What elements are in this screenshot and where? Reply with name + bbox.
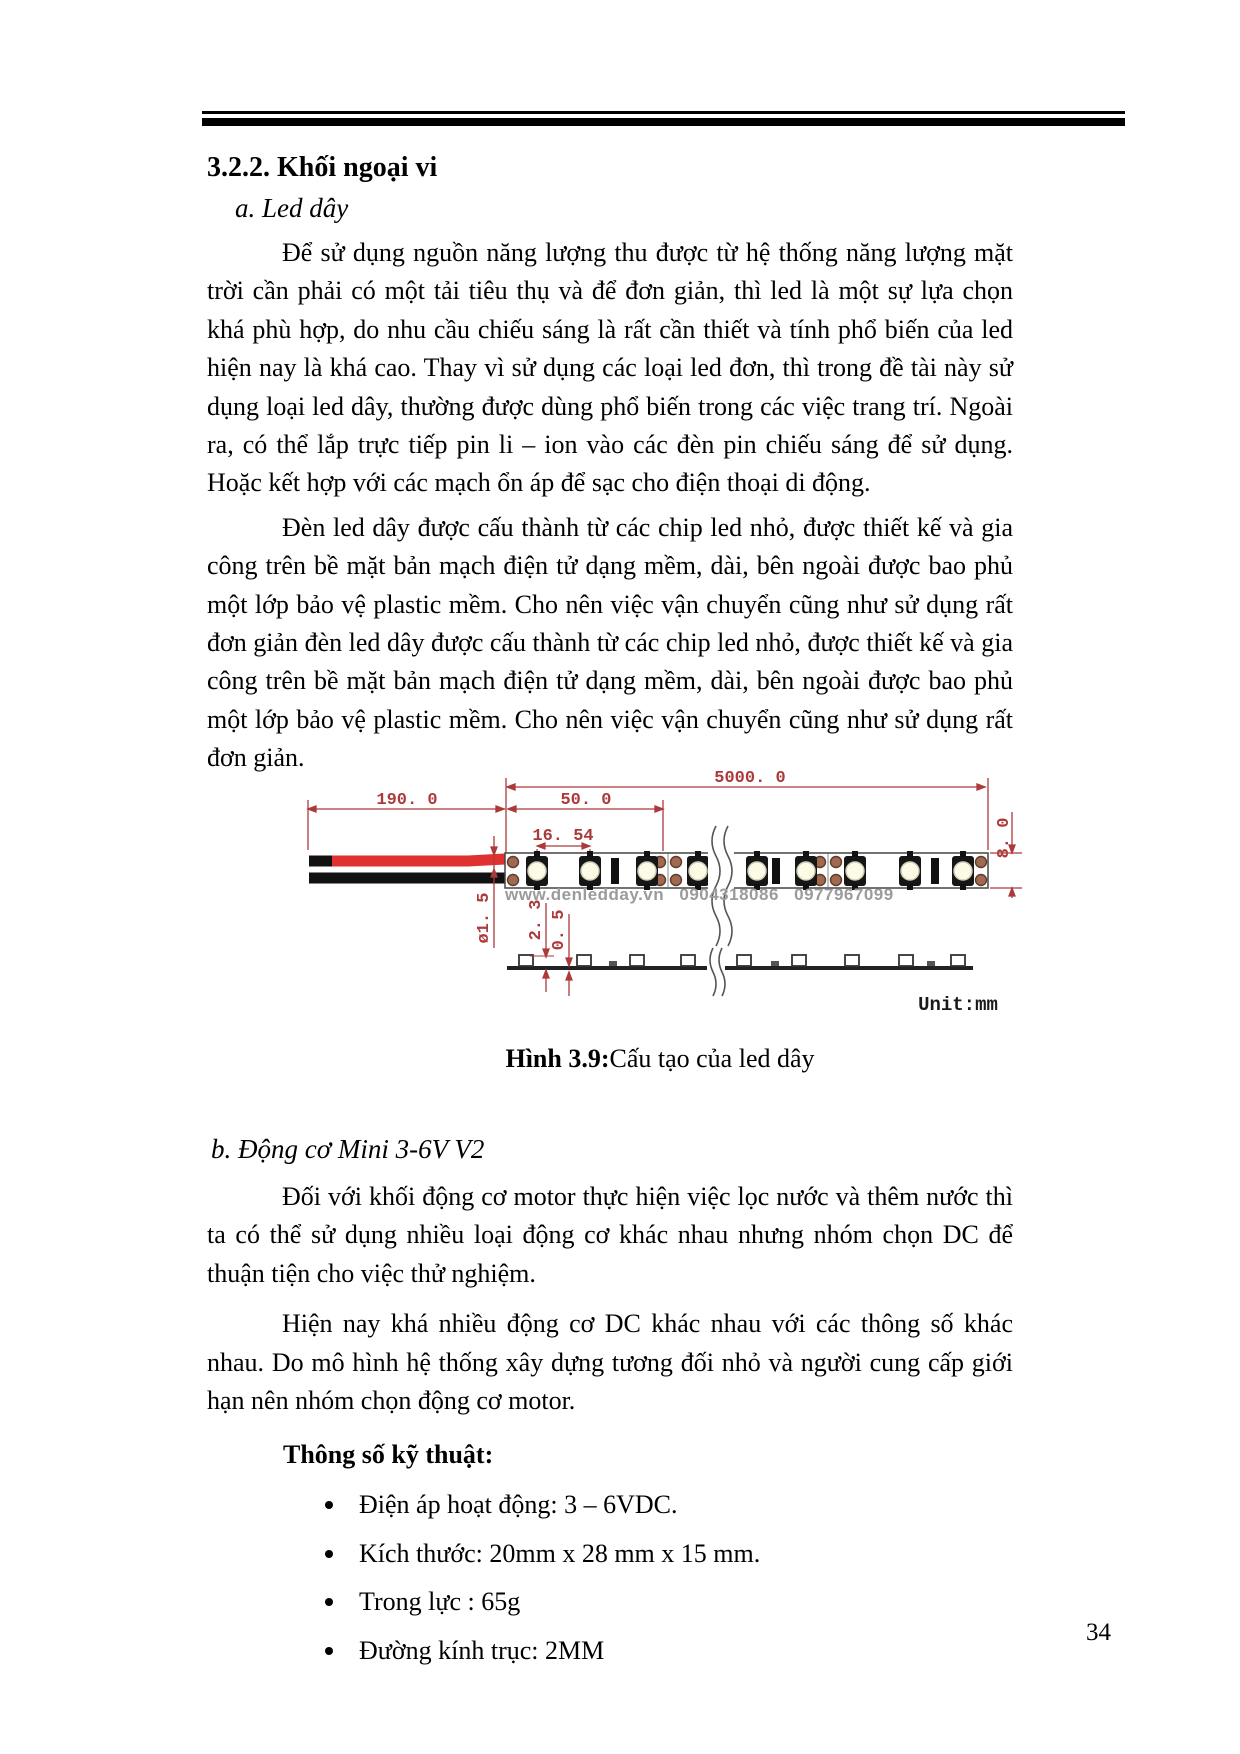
specs-heading: Thông số kỹ thuật: — [283, 1440, 494, 1470]
subsection-b-title: b. Động cơ Mini 3-6V V2 — [211, 1134, 485, 1164]
header-rule-thick — [202, 118, 1125, 126]
dim-label-23: 2. 3 — [527, 899, 546, 941]
header-rule — [202, 111, 1125, 126]
page-number: 34 — [1086, 1619, 1111, 1646]
unit-label: Unit:mm — [918, 994, 998, 1016]
figure-caption — [240, 1042, 1080, 1076]
specs-list — [207, 1486, 1013, 1670]
spec-item-shaft: Đường kính trục: 2MM — [207, 1632, 1013, 1670]
paragraph-a2: Đèn led dây được cấu thành từ các chip led nhỏ, được thiết kế và gia công trên bề mặt bản mạch điện tử dạng mềm, dài, bên ngoài được bao phủ một lớp bảo vệ plastic mềm. Cho nên việc vận chuyển cũng như sử dụng rất đơn giản đèn led dây được cấu thành từ các chip led nhỏ, được thiết kế và gia công trên bề mặt bản mạch điện tử dạng mềm, dài, bên ngoài được bao phủ một lớp bảo vệ plastic mềm. Cho nên việc vận chuyển cũng như sử dụng rất đơn giản. — [207, 512, 1013, 773]
spec-item-weight: Trong lực : 65g — [207, 1583, 1013, 1621]
dim-pcb-thickness — [550, 910, 572, 996]
header-rule-thin — [202, 111, 1125, 114]
dim-label-05: 0. 5 — [550, 909, 569, 951]
dim-label-190: 190. 0 — [376, 791, 438, 810]
figure-caption-text: Cấu tạo của led dây — [609, 1044, 815, 1073]
paragraph-b2: Hiện nay khá nhiều động cơ DC khác nhau với các thông số khác nhau. Do mô hình hệ thống xây dựng tương đối nhỏ và người cung cấp giới hạn nên nhóm chọn động cơ motor. — [207, 1309, 1013, 1416]
section-heading: 3.2.2. Khối ngoại vi — [207, 152, 438, 183]
dim-label-5000: 5000. 0 — [714, 769, 786, 788]
dim-label-50: 50. 0 — [560, 791, 612, 810]
figure-caption-label: Hình 3.9: — [505, 1044, 610, 1073]
break-mark-side — [707, 948, 725, 996]
dim-strip-width — [990, 812, 1022, 898]
led-strip-figure — [280, 750, 1030, 1020]
paragraph-b1: Đối với khối động cơ motor thực hiện việc lọc nước và thêm nước thì ta có thể sử dụng nhiều loại động cơ khác nhau nhưng nhóm chọn DC để thuận tiện cho việc thử nghiệm. — [207, 1182, 1013, 1288]
paragraph-a1: Để sử dụng nguồn năng lượng thu được từ hệ thống năng lượng mặt trời cần phải có một tải tiêu thụ và để đơn giản, thì led là một sự lựa chọn khá phù hợp, do nhu cầu chiếu sáng là rất cần thiết và tính phổ biến của led hiện nay là khá cao. Thay vì sử dụng các loại led đơn, thì trong đề tài này sử dụng loại led dây, thường được dùng phổ biến trong các việc trang trí. Ngoài ra, có thể lắp trực tiếp pin li – ion vào các đèn pin chiếu sáng để sử dụng. Hoặc kết hợp với các mạch ổn áp để sạc cho điện thoại di động. — [207, 238, 1013, 498]
dim-wire-length — [308, 791, 505, 850]
dim-wire-diameter — [475, 836, 497, 948]
spec-item-voltage: Điện áp hoạt động: 3 – 6VDC. — [207, 1486, 1013, 1524]
watermark-text: www.denledday.vn 0904318086 0977967099 — [505, 885, 894, 904]
led-strip-side-view — [507, 948, 973, 996]
dim-label-8: 8. 0 — [995, 817, 1014, 859]
subsection-a-title: a. Led dây — [235, 193, 349, 223]
dim-label-1654: 16. 54 — [532, 827, 594, 846]
section-b — [207, 1130, 1013, 1680]
power-wires — [309, 859, 505, 878]
dim-label-dia15: ø1. 5 — [475, 892, 494, 944]
spec-item-size: Kích thước: 20mm x 28 mm x 15 mm. — [207, 1535, 1013, 1573]
section-a — [207, 150, 1013, 778]
